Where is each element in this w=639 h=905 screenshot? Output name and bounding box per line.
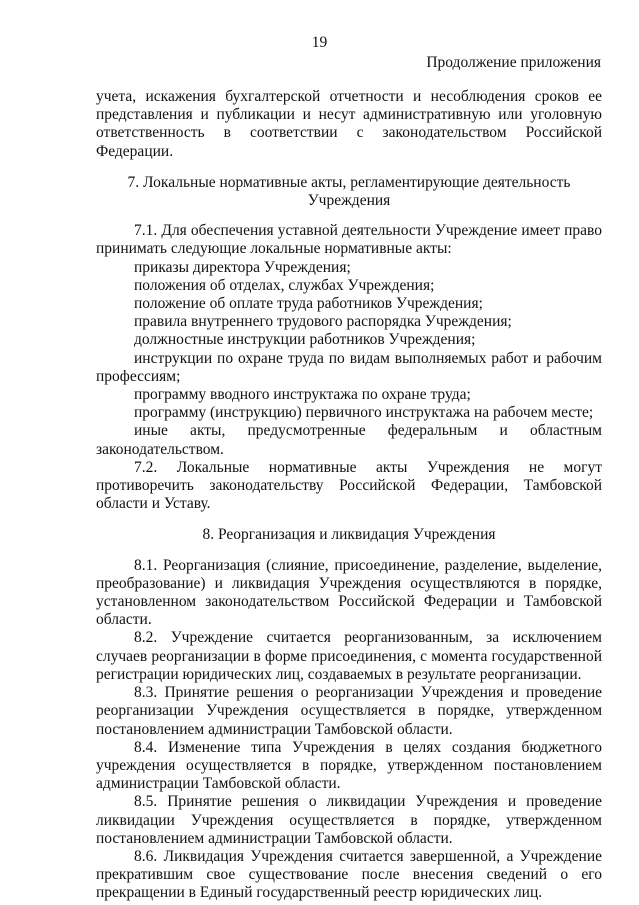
list-item: положение об оплате труда работников Учреждения;: [134, 295, 483, 313]
list-item: приказы директора Учреждения;: [134, 258, 351, 276]
intro-paragraph: учета, искажения бухгалтерской отчетности и несоблюдения сроков ее представления и публикации и несут административную или уголовную ответственность в соответствии с законодательством Российской Федерации.: [96, 88, 602, 160]
paragraph-7-1: 7.1. Для обеспечения уставной деятельности Учреждение имеет право принимать следующие локальные нормативные акты:: [96, 222, 602, 258]
paragraph-8-6: 8.6. Ликвидация Учреждения считается завершенной, а Учреждение прекратившим свое существование после внесения сведений о его прекращении в Единый государственный реестр юридических лиц.: [96, 847, 602, 902]
list-item: инструкции по охране труда по видам выполняемых работ и рабочим профессиям;: [96, 349, 602, 385]
document-body: [96, 88, 602, 903]
section-8-title: 8. Реорганизация и ликвидация Учреждения: [202, 526, 496, 544]
paragraph-8-4: 8.4. Изменение типа Учреждения в целях создания бюджетного учреждения осуществляется в порядке, утвержденном постановлением администрации Тамбовской области.: [96, 738, 602, 793]
paragraph-8-1: 8.1. Реорганизация (слияние, присоединение, разделение, выделение, преобразование) и ликвидация Учреждения осуществляются в порядке, установленном законодательством Российской Федерации и Тамбовской области.: [96, 556, 602, 629]
page-number: 19: [311, 34, 328, 51]
continuation-note: Продолжение приложения: [426, 54, 601, 71]
list-item: программу вводного инструктажа по охране труда;: [134, 386, 471, 404]
paragraph-8-2: 8.2. Учреждение считается реорганизованным, за исключением случаев реорганизации в форме присоединения, с момента государственной регистрации юридических лиц, создаваемых в результате реорганизации.: [96, 629, 602, 683]
list-item: иные акты, предусмотренные федеральным и областным законодательством.: [96, 422, 602, 458]
section-7-title-line-1: 7. Локальные нормативные акты, регламентирующие деятельность: [127, 173, 571, 191]
list-item: программу (инструкцию) первичного инструктажа на рабочем месте;: [134, 404, 594, 422]
paragraph-7-2: 7.2. Локальные нормативные акты Учреждения не могут противоречить законодательству Российской Федерации, Тамбовской области и Уставу.: [96, 458, 602, 513]
list-item: положения об отделах, службах Учреждения;: [134, 276, 435, 294]
list-item: должностные инструкции работников Учреждения;: [134, 331, 476, 349]
paragraph-8-5: 8.5. Принятие решения о ликвидации Учреждения и проведение ликвидации Учреждения осуществляется в порядке, утвержденном постановлением администрации Тамбовской области.: [96, 793, 602, 847]
section-7-title-line-2: Учреждения: [307, 192, 391, 210]
list-item: правила внутреннего трудового распорядка Учреждения;: [134, 313, 512, 331]
paragraph-8-3: 8.3. Принятие решения о реорганизации Учреждения и проведение реорганизации Учреждения осуществляется в порядке, утвержденном постановлением администрации Тамбовской области.: [96, 684, 602, 738]
